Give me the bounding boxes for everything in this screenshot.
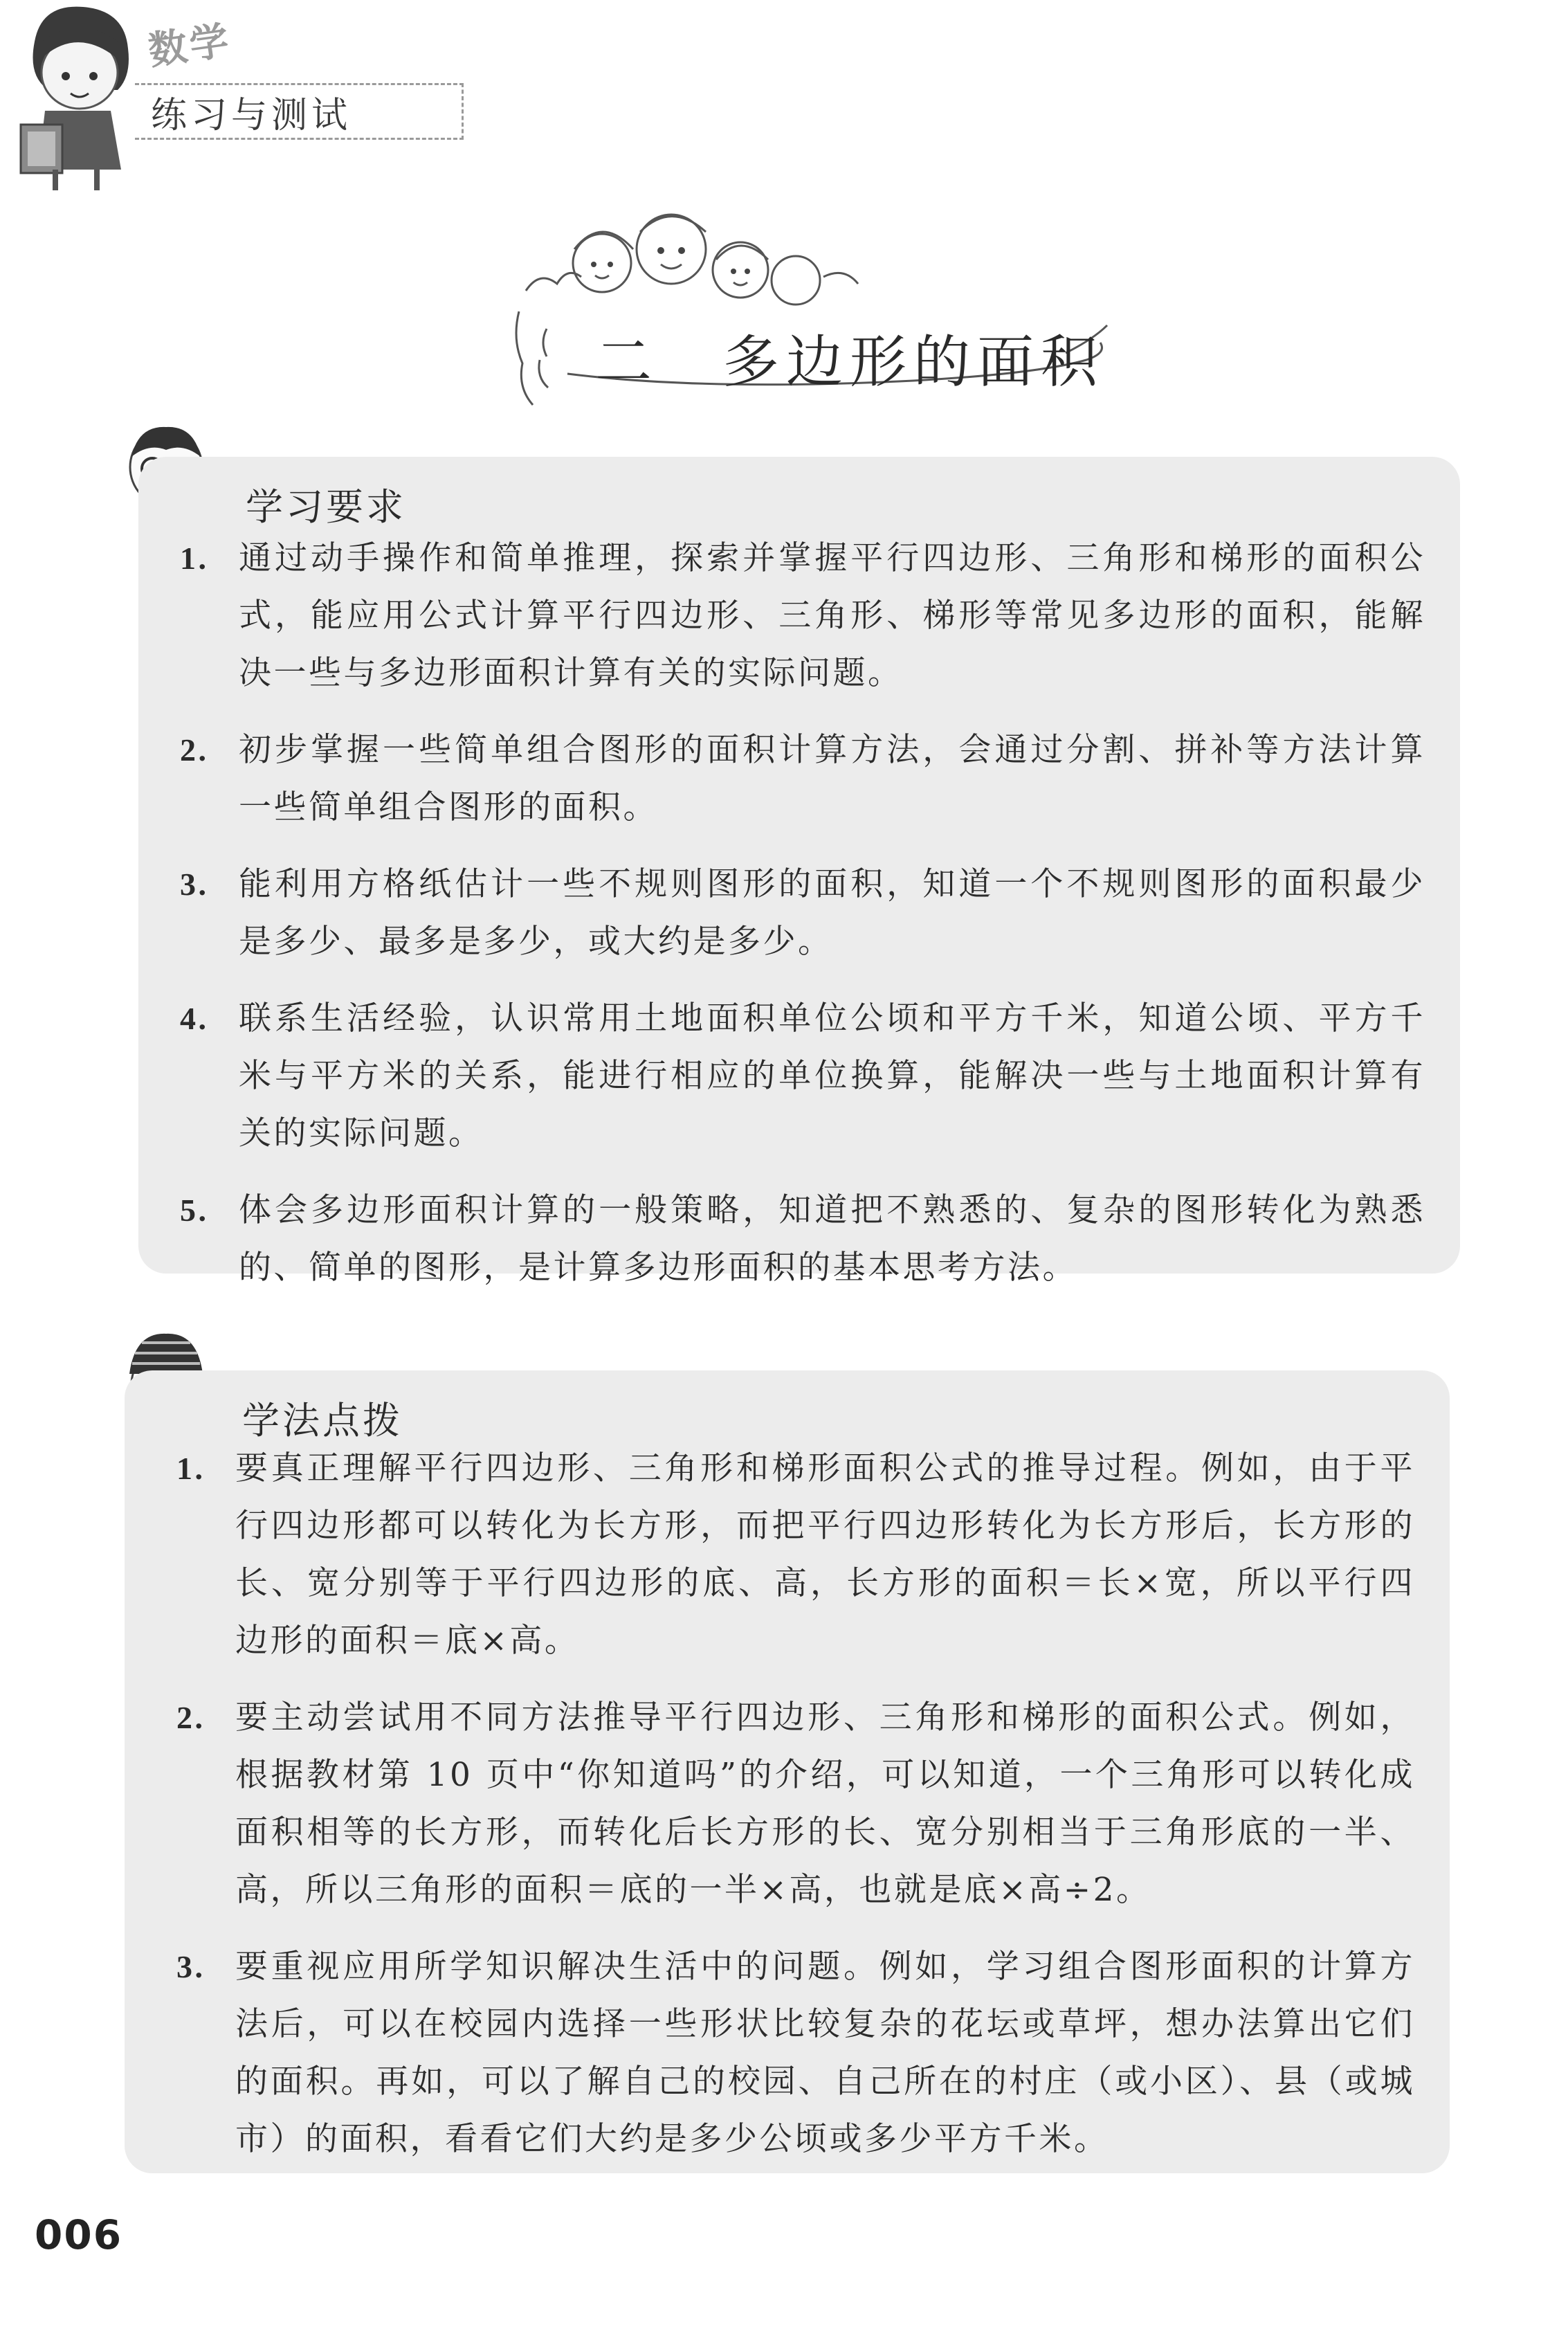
item-number: 3.	[180, 867, 209, 902]
item-text: 初步掌握一些简单组合图形的面积计算方法，会通过分割、拼补等方法计算一些简单组合图形的面积。	[239, 731, 1425, 826]
list-item	[180, 855, 1425, 970]
chapter-title: 二 多边形的面积	[595, 329, 1105, 395]
list-item	[176, 1938, 1415, 2168]
mascot-girl-icon	[7, 0, 145, 194]
list-item	[176, 1689, 1415, 1919]
page-number: 006	[35, 2211, 123, 2258]
item-text: 要重视应用所学知识解决生活中的问题。例如，学习组合图形面积的计算方法后，可以在校园内选择一些形状比较复杂的花坛或草坪，想办法算出它们的面积。再如，可以了解自己的校园、自己所在的村庄（或小区）、县（或城市）的面积，看看它们大约是多少公顷或多少平方千米。	[235, 1948, 1415, 2158]
subject-label: 数学	[145, 17, 235, 75]
item-text: 联系生活经验，认识常用土地面积单位公顷和平方千米，知道公顷、平方千米与平方米的关系，能进行相应的单位换算，能解决一些与土地面积计算有关的实际问题。	[239, 999, 1425, 1152]
item-number: 1.	[180, 541, 209, 576]
section-heading: 学法点拨	[242, 1399, 403, 1442]
book-title: 练习与测试	[151, 95, 352, 136]
item-number: 3.	[176, 1949, 206, 1984]
item-text: 体会多边形面积计算的一般策略，知道把不熟悉的、复杂的图形转化为熟悉的、简单的图形，是计算多边形面积的基本思考方法。	[239, 1191, 1425, 1287]
item-number: 2.	[180, 732, 209, 768]
item-text: 要真正理解平行四边形、三角形和梯形面积公式的推导过程。例如，由于平行四边形都可以转化为长方形，而把平行四边形转化为长方形后，长方形的长、宽分别等于平行四边形的底、高，长方形的面积＝长×宽，所以平行四边形的面积＝底×高。	[235, 1449, 1415, 1660]
study-tips-panel	[125, 1370, 1450, 2173]
requirements-list	[180, 529, 1425, 1316]
list-item	[180, 1181, 1425, 1296]
list-item	[176, 1440, 1415, 1669]
list-item	[180, 990, 1425, 1162]
item-number: 4.	[180, 1001, 209, 1036]
item-number: 1.	[176, 1451, 206, 1486]
tips-list	[176, 1440, 1415, 2187]
item-text: 要主动尝试用不同方法推导平行四边形、三角形和梯形的面积公式。例如，根据教材第 10 页中“你知道吗”的介绍，可以知道，一个三角形可以转化成面积相等的长方形，而转化后长方形的长、宽分别相当于三角形底的一半、高，所以三角形的面积＝底的一半×高，也就是底×高÷2。	[235, 1698, 1415, 1909]
item-text: 通过动手操作和简单推理，探索并掌握平行四边形、三角形和梯形的面积公式，能应用公式计算平行四边形、三角形、梯形等常见多边形的面积，能解决一些与多边形面积计算有关的实际问题。	[239, 539, 1425, 692]
list-item	[180, 529, 1425, 702]
list-item	[180, 721, 1425, 836]
learning-requirements-panel	[138, 457, 1460, 1287]
item-number: 2.	[176, 1700, 206, 1735]
item-text: 能利用方格纸估计一些不规则图形的面积，知道一个不规则图形的面积最少是多少、最多是多少，或大约是多少。	[239, 865, 1425, 961]
section-heading: 学习要求	[246, 485, 406, 529]
item-number: 5.	[180, 1193, 209, 1228]
